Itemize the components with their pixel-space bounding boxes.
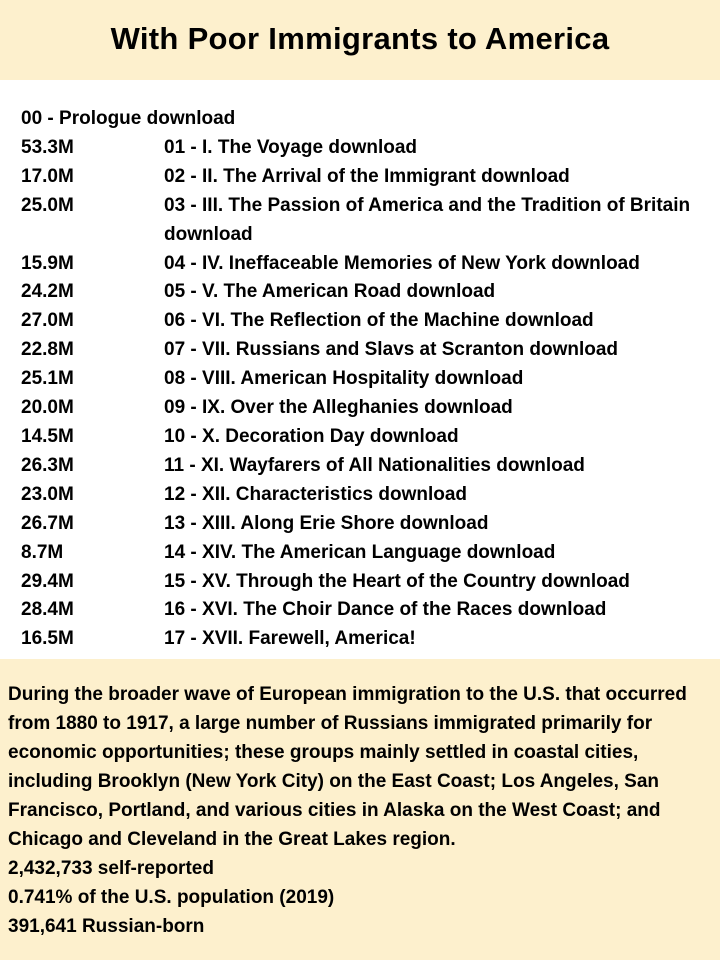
track-size: 53.3M [21,136,74,158]
track-download-link[interactable]: 11 - XI. Wayfarers of All Nationalities download [164,454,585,476]
track-row[interactable] [21,452,720,481]
info-panel [0,659,720,960]
description-text: During the broader wave of European immigration to the U.S. that occurred from 1880 to 1917, a large number of Russians immigrated primarily for economic opportunities; these groups mainly settled in coastal cities, including Brooklyn (New York City) on the East Coast; Los Angeles, San Francisco, Portland, and various cities in Alaska on the West Coast; and Chicago and Cleveland in the Great Lakes region. [8,684,687,850]
track-download-link[interactable]: 04 - IV. Ineffaceable Memories of New York download [164,252,640,274]
track-size: 25.0M [21,194,74,216]
track-row[interactable] [21,250,720,279]
track-download-link[interactable]: 07 - VII. Russians and Slavs at Scranton download [164,339,619,361]
track-size: 8.7M [21,541,64,563]
track-download-link[interactable]: 03 - III. The Passion of America and the Tradition of Britain download [164,194,691,245]
track-list [0,80,720,650]
track-download-link[interactable]: 15 - XV. Through the Heart of the Country download [164,570,630,592]
track-size: 27.0M [21,310,74,332]
track-row[interactable] [21,423,720,452]
track-size: 17.0M [21,165,74,187]
track-size: 20.0M [21,397,74,419]
track-row[interactable] [21,568,720,597]
track-row[interactable] [21,481,720,510]
track-size: 14.5M [21,425,74,447]
stat-population-share: 0.741% of the U.S. population (2019) [8,887,335,908]
track-download-link[interactable]: 01 - I. The Voyage download [164,136,418,158]
track-row[interactable] [21,163,720,192]
track-size: 28.4M [21,599,74,621]
track-download-link[interactable]: 17 - XVII. Farewell, America! [164,628,416,650]
track-download-link[interactable]: 10 - X. Decoration Day download [164,425,459,447]
track-row[interactable] [21,307,720,336]
track-row[interactable] [21,134,720,163]
track-size: 16.5M [21,628,74,650]
title-banner [0,0,720,80]
track-size: 26.7M [21,512,74,534]
track-row[interactable] [21,510,720,539]
track-row[interactable] [21,394,720,423]
track-download-link[interactable]: 14 - XIV. The American Language download [164,541,556,563]
track-download-link[interactable]: 06 - VI. The Reflection of the Machine download [164,310,594,332]
track-prologue-label[interactable]: 00 - Prologue download [21,108,236,129]
track-download-link[interactable]: 12 - XII. Characteristics download [164,483,468,505]
track-download-link[interactable]: 09 - IX. Over the Alleghanies download [164,397,513,419]
track-size: 25.1M [21,368,74,390]
track-download-link[interactable]: 08 - VIII. American Hospitality download [164,368,524,390]
track-download-link[interactable]: 05 - V. The American Road download [164,281,496,303]
track-row-prologue[interactable] [21,105,720,134]
track-row[interactable] [21,625,720,654]
track-row[interactable] [21,596,720,625]
track-size: 24.2M [21,281,74,303]
track-download-link[interactable]: 02 - II. The Arrival of the Immigrant download [164,165,570,187]
track-size: 29.4M [21,570,74,592]
track-download-link[interactable]: 16 - XVI. The Choir Dance of the Races download [164,599,607,621]
track-row[interactable] [21,365,720,394]
track-row[interactable] [21,278,720,307]
stat-self-reported: 2,432,733 self-reported [8,858,214,879]
track-row[interactable] [21,539,720,568]
stat-russian-born: 391,641 Russian-born [8,916,205,937]
track-size: 26.3M [21,454,74,476]
track-row[interactable] [21,192,720,250]
track-download-link[interactable]: 13 - XIII. Along Erie Shore download [164,512,489,534]
track-size: 22.8M [21,339,74,361]
track-size: 23.0M [21,483,74,505]
track-size: 15.9M [21,252,74,274]
track-row[interactable] [21,336,720,365]
page-title: With Poor Immigrants to America [110,21,610,56]
